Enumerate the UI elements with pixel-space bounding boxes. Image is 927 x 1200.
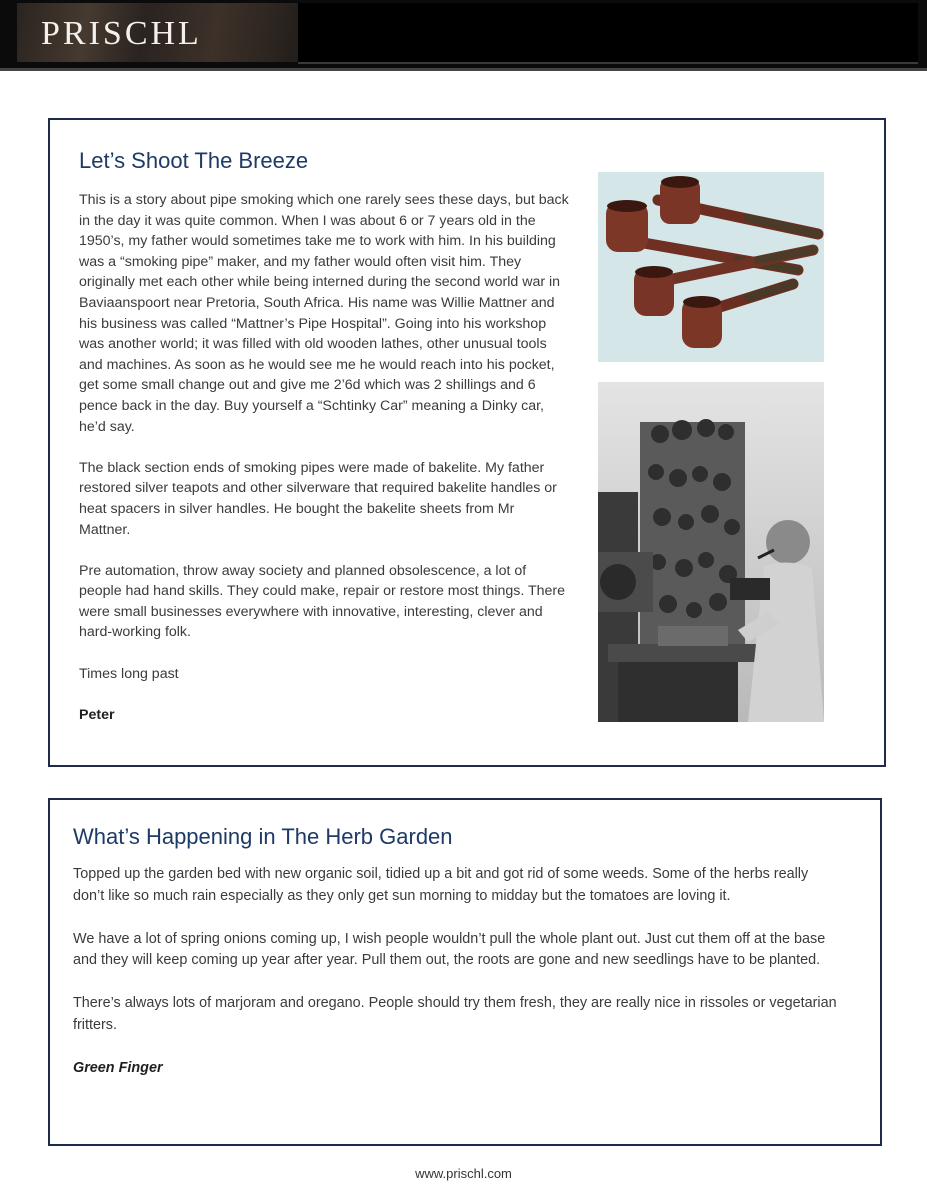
article-herb-garden bbox=[48, 798, 882, 1146]
article-title: Let’s Shoot The Breeze bbox=[79, 148, 309, 173]
brand-logo-text: PRISCHL bbox=[41, 15, 202, 52]
workshop-illustration bbox=[598, 382, 824, 722]
brand-logo[interactable] bbox=[17, 3, 298, 62]
footer-url[interactable]: www.prischl.com bbox=[415, 1166, 512, 1181]
article-pipe-story bbox=[48, 118, 886, 767]
article-paragraph: There’s always lots of marjoram and oregano. People should try them fresh, they are really nice in rissoles or vegetarian fritters. bbox=[73, 995, 837, 1033]
article-paragraph: Topped up the garden bed with new organic soil, tidied up a bit and got rid of some weeds. Some of the herbs really don’t like so much rain especially as they only get sun morning to midday but the tomatoes are loving it. bbox=[73, 866, 809, 904]
article-title: What’s Happening in The Herb Garden bbox=[73, 824, 453, 849]
article-paragraph: Pre automation, throw away society and planned obsolescence, a lot of people had hand skills. They could make, repair or restore most things. There were small businesses everywhere with innovative, interesting, clever and hard-working folk. bbox=[79, 562, 566, 641]
site-header bbox=[0, 0, 927, 71]
article-paragraph: This is a story about pipe smoking which one rarely sees these days, but back in the day it was quite common. When I was about 6 or 7 years old in the 1950’s, my father would sometimes take me to work with him. In his building was a “smoking pipe” maker, and my father would often visit him. They originally met each other while being interned during the second world war in Baviaanspoort near Pretoria, South Africa. His name was Willie Mattner and his business was called “Mattner’s Pipe Hospital”. Going into his workshop was another world; it was filled with old wooden lathes, other unusual tools and machines. As soon as he would see me he would reach into his pocket, get some small change out and give me 2’6d which was 2 shillings and 6 pence back in the day. Buy yourself a “Schtinky Car” meaning a Dinky car, he’d say. bbox=[79, 192, 569, 435]
pipes-photo bbox=[598, 172, 824, 362]
article-signature: Peter bbox=[79, 706, 115, 723]
article-paragraph: We have a lot of spring onions coming up, I wish people wouldn’t pull the whole plant out. Just cut them off at the base and they will keep coming up year after year. Pull them out, the roots are gone and new seedlings have to be planted. bbox=[73, 930, 826, 968]
pipes-illustration bbox=[598, 172, 824, 362]
header-divider bbox=[0, 68, 927, 71]
article-body bbox=[79, 190, 569, 746]
article-signature: Green Finger bbox=[73, 1059, 163, 1076]
header-bar bbox=[298, 3, 918, 64]
article-body bbox=[73, 864, 843, 1100]
workshop-photo bbox=[598, 382, 824, 722]
article-paragraph: The black section ends of smoking pipes were made of bakelite. My father restored silver teapots and other silverware that required bakelite handles or heat spacers in silver handles. He bought the bakelite sheets from Mr Mattner. bbox=[79, 459, 557, 538]
article-paragraph: Times long past bbox=[79, 665, 179, 682]
